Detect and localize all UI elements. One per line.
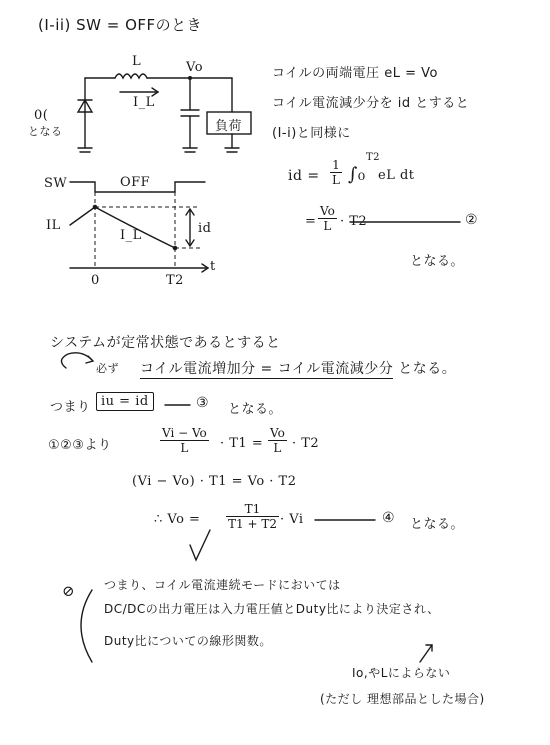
id-label: id [198,221,212,236]
explanation-line-3: (I-i)と同様に [272,126,351,141]
inductor-symbol [115,74,147,78]
conclusion-line-3: Duty比についての線形関数。 [104,634,272,648]
derivation-eq2: (Vi − Vo) · T1 = Vo · T2 [132,474,297,489]
steady-line-2-underlined: コイル電流増加分 = コイル電流減少分 [140,361,394,377]
waveform-diagram [70,182,208,272]
steady-arrow-note: 必ず [96,362,119,375]
coil-current-label: I_L [133,95,155,110]
left-paren [81,590,92,662]
steady-line-2 [140,358,456,378]
circuit-diagram [78,74,251,152]
integral-fraction [330,158,342,187]
section-heading: (I-ii) SW = OFFのとき [38,16,203,34]
derivation-from: ①②③より [48,438,112,453]
result-fraction-den: L [323,219,332,233]
tsumari-label: つまり [50,400,91,415]
zero-label: 0 [91,273,100,288]
steady-line-2-tail: となる。 [398,361,457,377]
integral-sign: ∫₀ [348,164,366,185]
conclusion-line-2: DC/DCの出力電圧は入力電圧値とDuty比により決定され、 [104,602,440,616]
result-eq-suffix: · T2 [340,214,368,229]
t-label: t [210,259,216,274]
derivation-fraction-left-num: Vi − Vo [162,426,207,440]
integral-fraction-num: 1 [330,158,342,173]
derivation-eq1-mid: · T1 = [220,436,264,451]
derivation-eq3-end: · Vi [280,512,304,527]
integral-eq-lhs: id = [288,168,320,184]
derivation-eq3-tail: となる。 [410,517,465,532]
derivation-fraction-final-den: T1 + T2 [228,517,277,531]
derivation-fraction-right [268,426,287,455]
equation-tag-4: ④ [382,510,396,526]
boxed-equation [96,394,154,409]
diode-note-1: 0( [34,108,49,123]
derivation-fraction-right-den: L [273,441,282,455]
sw-label: SW [44,176,68,191]
conclusion-marker: ⊘ [62,582,76,600]
inductor-label: L [132,54,142,69]
steady-line-1: システムが定常状態であるとすると [50,335,281,351]
integral-integrand: eL dt [378,168,415,183]
output-voltage-label: Vo [186,60,204,75]
derivation-eq1-end: · T2 [292,436,320,451]
conclusion-line-1: つまり、コイル電流連続モードにおいては [104,578,341,592]
derivation-eq3-lhs: ∴ Vo = [154,512,201,527]
derivation-fraction-left-den: L [180,441,189,455]
equation-tag-2: ② [465,212,479,228]
result-fraction [318,204,337,233]
derivation-fraction-right-num: Vo [270,426,285,440]
il-axis-label: IL [46,218,61,233]
off-label: OFF [120,175,151,190]
explanation-line-1: コイルの両端電圧 eL = Vo [272,66,438,81]
result-fraction-num: Vo [320,204,335,218]
diode-note-2: となる [28,125,63,138]
load-label: 負荷 [215,119,243,134]
boxed-equation-text: iu = id [96,392,154,411]
derivation-fraction-left [160,426,209,455]
integral-upper-limit: T2 [366,152,381,163]
explanation-line-2: コイル電流減少分を id とすると [272,96,470,111]
result-eq-prefix: = [305,214,317,229]
derivation-fraction-final [226,502,279,531]
derivation-fraction-final-num: T1 [226,502,279,517]
conclusion-note-1: Io,やLによらない [352,666,451,680]
tsumari-naru: となる。 [228,402,283,417]
curved-arrow [61,353,92,368]
integral-fraction-den: L [332,173,340,187]
check-mark [190,530,210,560]
il-curve-label: I_L [120,228,142,243]
conclusion-note-2: (ただし 理想部品とした場合) [320,692,485,706]
t2-label: T2 [166,273,184,288]
equation-tag-3: ③ [196,395,210,411]
explanation-conclusion: となる。 [410,254,465,269]
